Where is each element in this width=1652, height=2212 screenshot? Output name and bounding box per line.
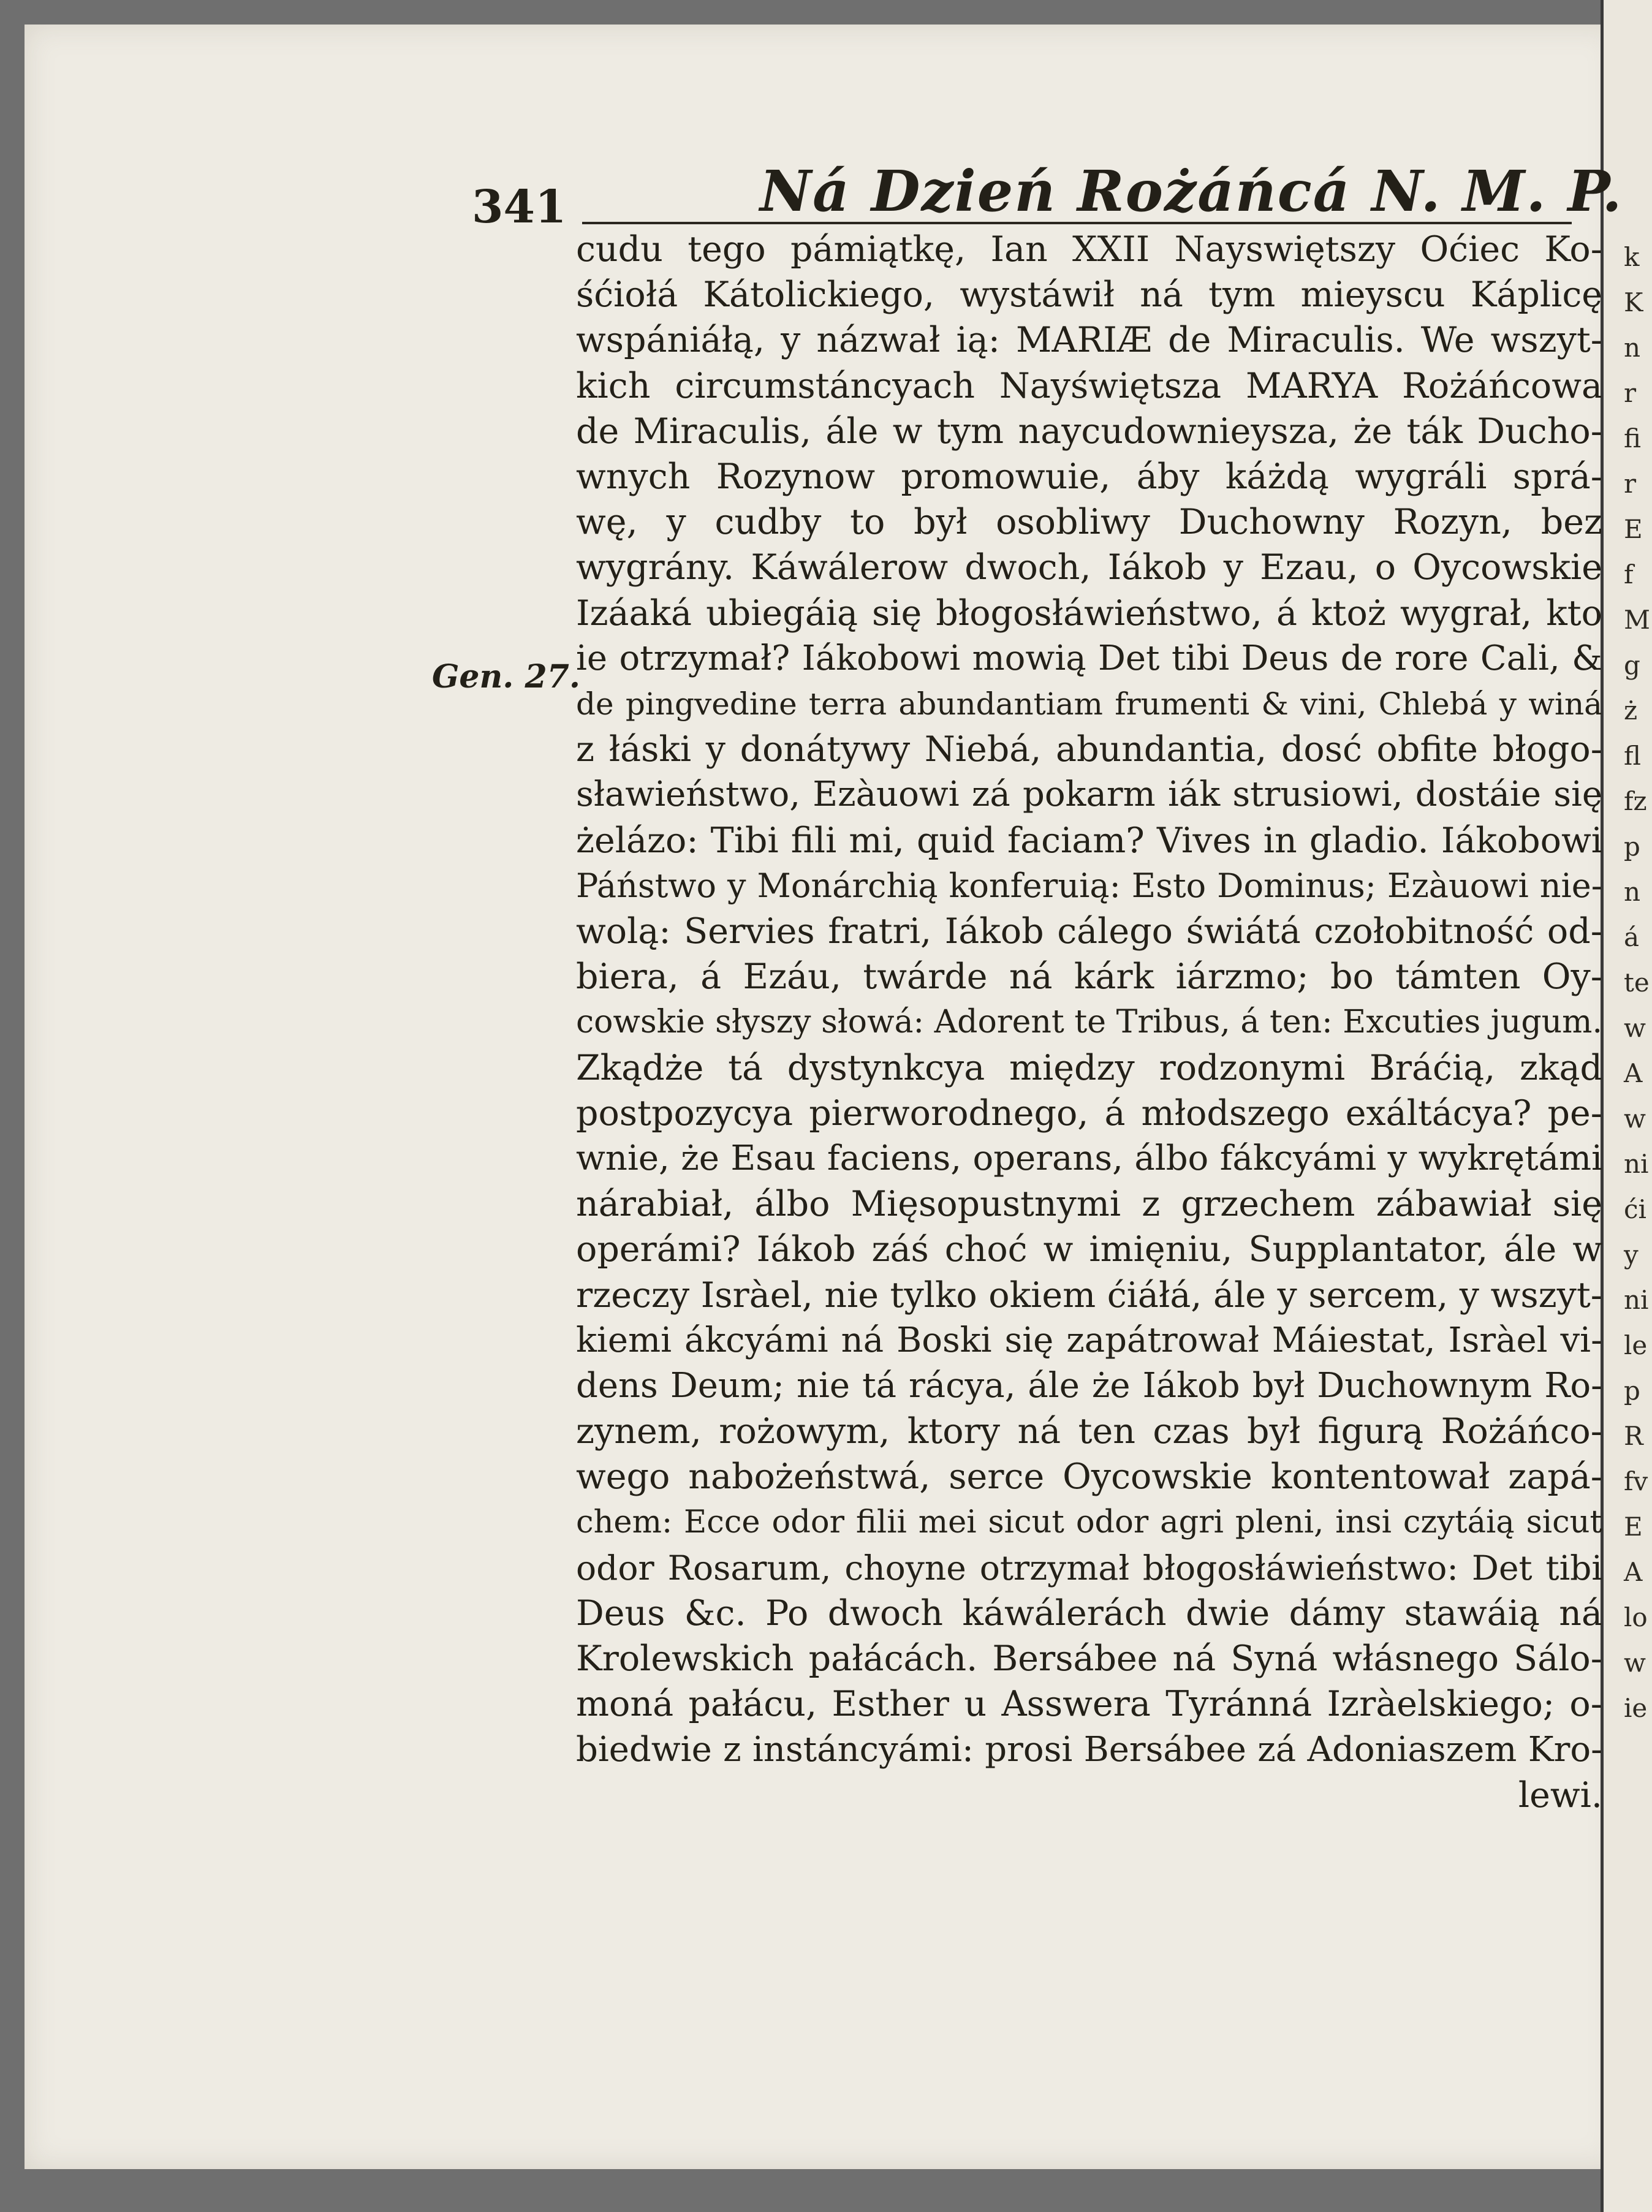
text-line: żelázo: Tibi fili mi, quid faciam? Vives in gladio. Iákobowi xyxy=(576,820,1602,861)
text-line: Deus &c. Po dwoch káwálerách dwie dámy stawáią ná xyxy=(576,1593,1602,1634)
facing-page-fragment: E xyxy=(1624,1512,1643,1542)
facing-page-fragment: p xyxy=(1624,1376,1640,1406)
text-line: sławieństwo, Ezàuowi zá pokarm iák strusiowi, dostáie się xyxy=(576,775,1602,815)
facing-page-fragment: le xyxy=(1624,1330,1648,1360)
facing-page-fragment: fz xyxy=(1624,786,1647,816)
text-line: lewi. xyxy=(1518,1775,1602,1816)
head-rule xyxy=(582,222,1572,224)
text-line: cudu tego pámiątkę, Ian XXII Nayswiętszy Oćiec Ko- xyxy=(576,229,1602,270)
facing-page-fragment: n xyxy=(1624,333,1641,363)
facing-page-fragment: r xyxy=(1624,469,1637,499)
facing-page-fragment: te xyxy=(1624,968,1650,998)
text-line: wspániáłą, y názwał ią: MARIÆ de Miraculis. We wszyt- xyxy=(576,320,1602,361)
facing-page-fragment: A xyxy=(1624,1058,1643,1088)
text-line: operámi? Iákob záś choć w imięniu, Supplantator, ále w xyxy=(576,1229,1602,1270)
facing-page-fragment: E xyxy=(1624,514,1643,544)
text-line: ie otrzymał? Iákobowi mowią Det tibi Deus de rore Cali, & xyxy=(576,638,1602,678)
text-line: kiemi ákcyámi ná Boski się zapátrował Máiestat, Isràel vi- xyxy=(576,1320,1602,1360)
text-line: wnych Rozynow promowuie, áby káżdą wygráli sprá- xyxy=(576,456,1602,497)
page-number: 341 xyxy=(472,181,567,233)
facing-page-fragment: fi xyxy=(1624,423,1642,453)
marginal-note: Gen. 27. xyxy=(432,658,580,695)
text-line: wnie, że Esau faciens, operans, álbo fákcyámi y wykrętámi xyxy=(576,1138,1602,1178)
facing-page-fragment: p xyxy=(1624,831,1640,862)
facing-page-fragment: n xyxy=(1624,877,1641,907)
text-line: z łáski y donátywy Niebá, abundantia, dosć obfite błogo- xyxy=(576,729,1602,770)
text-line: wego nabożeństwá, serce Oycowskie kontentował zapá- xyxy=(576,1456,1602,1498)
text-line: moná pałácu, Esther u Asswera Tyránná Izràelskiego; o- xyxy=(576,1684,1602,1725)
facing-page-fragment: R xyxy=(1624,1421,1643,1451)
text-line: nárabiał, álbo Mięsopustnymi z grzechem zábawiał się xyxy=(576,1184,1602,1225)
facing-page-fragment: g xyxy=(1624,650,1640,680)
text-line: wolą: Servies fratri, Iákob cálego świátá czołobitność od- xyxy=(576,911,1602,952)
facing-page-fragment: ż xyxy=(1624,695,1638,725)
facing-page-fragment: A xyxy=(1624,1557,1643,1587)
facing-page-fragment: fv xyxy=(1624,1466,1648,1496)
text-line: śćiołá Kátolickiego, wystáwił ná tym mieyscu Káplicę xyxy=(576,275,1602,316)
text-line: Izáaká ubiegáią się błogosłáwieństwo, á ktoż wygrał, kto xyxy=(576,593,1602,634)
facing-page-fragment: f xyxy=(1624,559,1634,589)
text-line: chem: Ecce odor filii mei sicut odor agri pleni, insi czytáią sicut xyxy=(576,1504,1602,1540)
facing-page-fragment: w xyxy=(1624,1648,1646,1678)
text-line: kich circumstáncyach Nayświętsza MARYA Rożáńcowa xyxy=(576,365,1602,406)
text-line: cowskie słyszy słowá: Adorent te Tribus, á ten: Excuties jugum. xyxy=(576,1004,1602,1041)
facing-page-fragment: K xyxy=(1624,287,1643,317)
text-line: biera, á Ezáu, twárde ná kárk iárzmo; bo támten Oy- xyxy=(576,956,1602,998)
facing-page-fragment: y xyxy=(1624,1240,1639,1270)
facing-page-fragment: M xyxy=(1624,605,1651,635)
facing-page-fragment: ći xyxy=(1624,1194,1646,1224)
facing-page-fragment: lo xyxy=(1624,1602,1648,1632)
text-line: odor Rosarum, choyne otrzymał błogosłáwieństwo: Det tibi xyxy=(576,1548,1602,1588)
text-line: biedwie z instáncyámi: prosi Bersábee zá Adoniaszem Kro- xyxy=(576,1729,1602,1770)
facing-page-fragment: ie xyxy=(1624,1693,1648,1723)
text-line: postpozycya pierworodnego, á młodszego exáltácya? pe- xyxy=(576,1093,1602,1134)
facing-page-fragment: w xyxy=(1624,1013,1646,1043)
running-head: Ná Dzień Rożáńcá N. M. P. xyxy=(760,158,1623,224)
text-line: wę, y cudby to był osobliwy Duchowny Rozyn, bez xyxy=(576,502,1602,543)
text-line: de Miraculis, ále w tym naycudownieysza, że ták Ducho- xyxy=(576,411,1602,452)
text-line: Zkądże tá dystynkcya między rodzonymi Bráćią, zkąd xyxy=(576,1047,1602,1088)
facing-page-fragment: r xyxy=(1624,378,1637,408)
text-line: zynem, rożowym, ktory ná ten czas był figurą Rożáńco- xyxy=(576,1411,1602,1452)
facing-page-fragment: ni xyxy=(1624,1149,1649,1179)
facing-page-fragment: w xyxy=(1624,1104,1646,1134)
text-line: rzeczy Isràel, nie tylko okiem ćiáłá, ále y sercem, y wszyt- xyxy=(576,1275,1602,1316)
facing-page-fragment: á xyxy=(1624,922,1640,952)
facing-page-fragment: ni xyxy=(1624,1285,1649,1315)
text-line: Krolewskich pałácách. Bersábee ná Syná włásnego Sálo- xyxy=(576,1638,1602,1680)
text-line: de pingvedine terra abundantiam frumenti & vini, Chlebá y winá xyxy=(576,686,1602,722)
text-line: Páństwo y Monárchią konferuią: Esto Dominus; Ezàuowi nie- xyxy=(576,866,1602,905)
text-line: dens Deum; nie tá rácya, ále że Iákob był Duchownym Ro- xyxy=(576,1366,1602,1406)
text-line: wygrány. Káwálerow dwoch, Iákob y Ezau, o Oycowskie xyxy=(576,547,1602,588)
facing-page-fragment: k xyxy=(1624,242,1640,272)
facing-page-fragment: fl xyxy=(1624,741,1642,771)
